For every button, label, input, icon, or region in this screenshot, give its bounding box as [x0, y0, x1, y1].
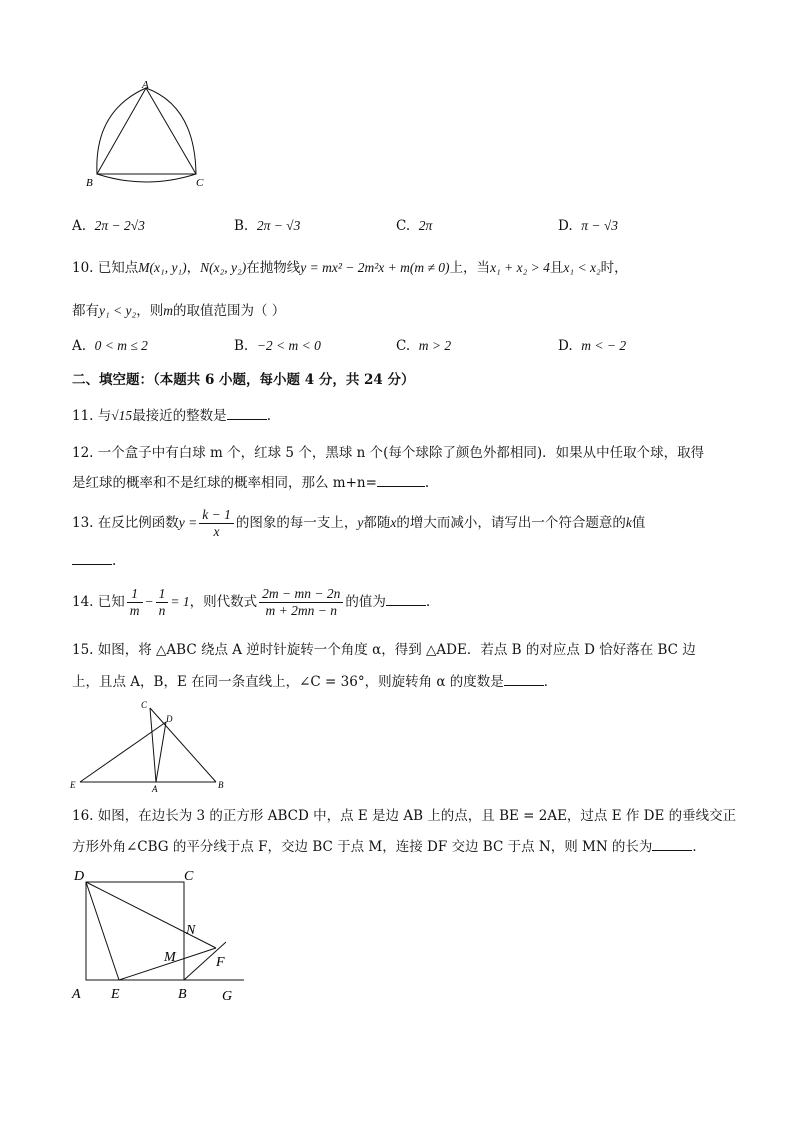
q15-figure	[66, 698, 236, 794]
q15-label-e: E	[70, 780, 76, 790]
section2-title: 二、填空题：（本题共 6 小题，每小题 4 分，共 24 分）	[72, 372, 415, 388]
q15-label-a: A	[152, 784, 158, 794]
q11: 11. 与√15最接近的整数是 .	[72, 405, 271, 426]
q9-figure	[80, 76, 215, 192]
q16-label-f: F	[216, 955, 225, 970]
q15-line-cb	[150, 708, 216, 782]
q12-answer-blank[interactable]	[377, 472, 425, 487]
q9-label-c: C	[196, 177, 204, 189]
q14-frac2: $\frac{1}{n}$	[156, 586, 169, 619]
q15-label-b: B	[218, 780, 224, 790]
q14: 14. 已知 $\frac{1}{m}$ − $\frac{1}{n}$ = 1，则代数式 $\frac{2m - mn - 2n}{m + 2mn - n}$ 的值为 .	[72, 586, 431, 618]
q13-line1: 13. 在反比例函数y = $\frac{k - 1}{x}$ 的图象的每一支上，y都随x的增大而减小，请写出一个符合题意的k值	[72, 507, 646, 539]
q10-line1: 10. 已知点M(x₁, y₁)，N(x₂, y₂)在抛物线y = mx² − 2m²x + m(m ≠ 0)上，当x₁ + x₂ > 4且x₁ < x₂时，	[72, 260, 628, 276]
q13-line2: .	[72, 550, 116, 571]
q11-answer-blank[interactable]	[227, 405, 267, 420]
q9-option-d[interactable]: D. π − √3	[558, 218, 619, 234]
q14-frac3: $\frac{2m - mn - 2n}{m + 2mn - n}$	[259, 586, 343, 619]
q14-frac1: $\frac{1}{m}$	[127, 586, 143, 619]
q16-label-a: A	[72, 987, 81, 1002]
q13-fraction: $\frac{k - 1}{x}$	[199, 507, 234, 540]
q9-reuleaux-outline	[97, 88, 196, 182]
q9-option-b[interactable]: B. 2π − √3	[234, 218, 301, 234]
q15-label-c: C	[141, 700, 148, 710]
q12-line2: 是红球的概率和不是红球的概率相同，那么 m+n= .	[72, 472, 429, 493]
q16-label-c: C	[184, 869, 194, 884]
q15-answer-blank[interactable]	[504, 671, 544, 686]
q9-label-b: B	[86, 177, 93, 189]
q9-label-a: A	[142, 79, 149, 91]
q10-option-d[interactable]: D. m < − 2	[558, 338, 627, 354]
q15-line-ad	[156, 722, 166, 782]
q16-figure	[66, 860, 256, 1005]
q15-line1: 15. 如图，将 △ABC 绕点 A 逆时针旋转一个角度 α，得到 △ADE．若点 B 的对应点 D 恰好落在 BC 边	[72, 642, 696, 658]
q9-option-c[interactable]: C. 2π	[396, 218, 433, 234]
q16-line2: 方形外角∠CBG 的平分线于点 F，交边 BC 于点 M，连接 DF 交边 BC 于点 N，则 MN 的长为 ．	[72, 836, 706, 857]
q13-answer-blank[interactable]	[72, 550, 112, 565]
q10-line2: 都有y₁ < y₂，则m的取值范围为（ ）	[72, 303, 286, 319]
q16-label-e: E	[111, 987, 120, 1002]
q16-label-n: N	[186, 923, 196, 938]
q16-line-df	[86, 882, 216, 948]
q15-line2: 上，且点 A，B，E 在同一条直线上，∠C = 36°，则旋转角 α 的度数是 ．	[72, 671, 557, 692]
q16-label-b: B	[178, 987, 187, 1002]
q10-option-c[interactable]: C. m > 2	[396, 338, 452, 354]
q16-label-d: D	[74, 869, 85, 884]
q15-line-ca	[150, 708, 156, 782]
q15-label-d: D	[166, 714, 173, 724]
q16-square	[86, 882, 184, 980]
q16-answer-blank[interactable]	[652, 836, 692, 851]
q16-label-m: M	[164, 950, 176, 965]
q10-option-a[interactable]: A. 0 < m ≤ 2	[72, 338, 148, 354]
q9-option-a[interactable]: A. 2π − 2√3	[72, 218, 145, 234]
q12-line1: 12. 一个盒子中有白球 m 个，红球 5 个，黑球 n 个(每个球除了颜色外都相同)．如果从中任取个球，取得	[72, 445, 705, 461]
q9-triangle	[97, 88, 196, 174]
q14-answer-blank[interactable]	[386, 591, 426, 606]
q10-option-b[interactable]: B. −2 < m < 0	[234, 338, 321, 354]
q16-line1: 16. 如图，在边长为 3 的正方形 ABCD 中，点 E 是边 AB 上的点，且 BE = 2AE，过点 E 作 DE 的垂线交正	[72, 808, 737, 824]
q16-label-g: G	[222, 989, 233, 1004]
